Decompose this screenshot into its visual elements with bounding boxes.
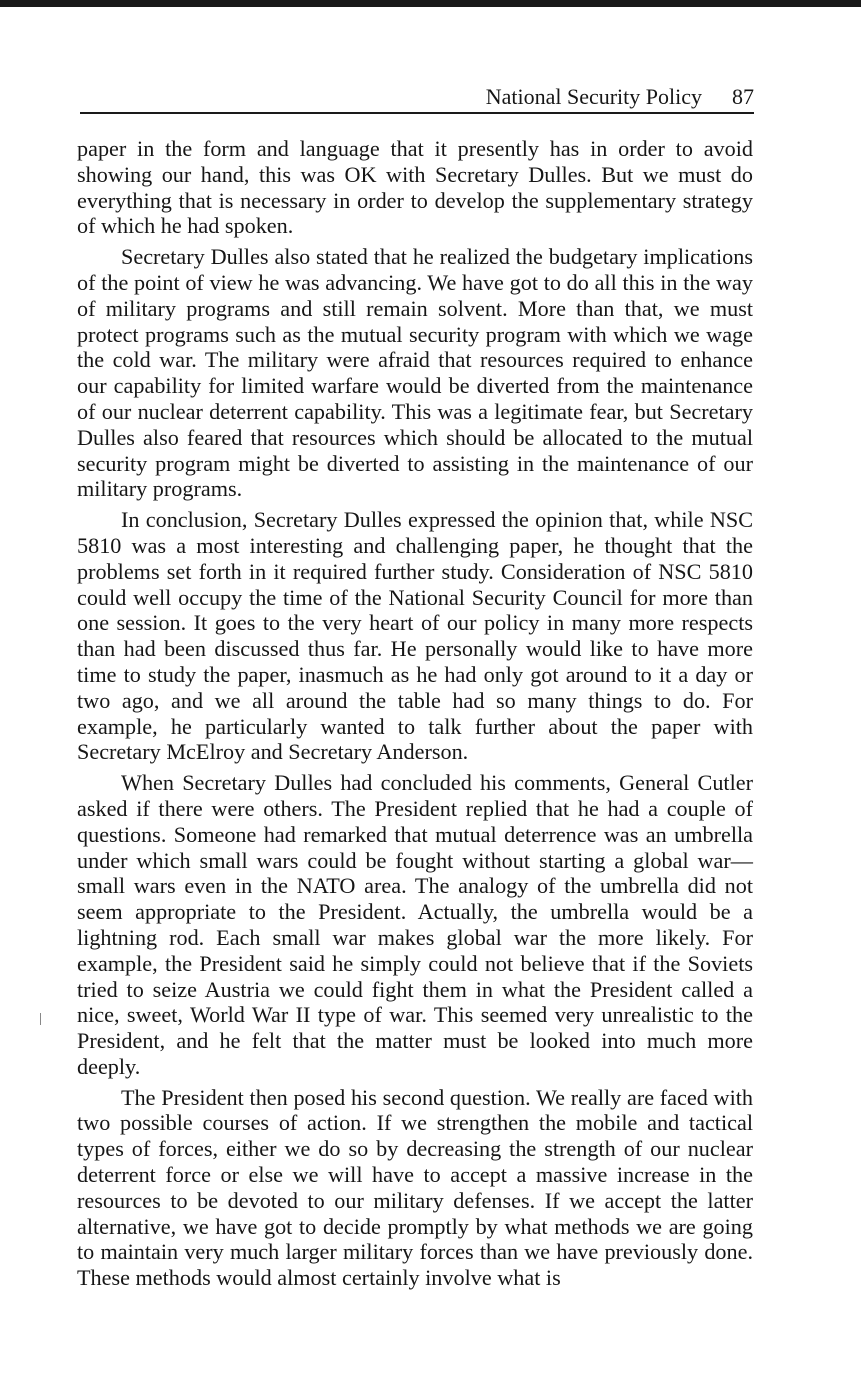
paragraph: The President then posed his second question. We really are faced with two possible courses of action. If we strengthen the mobile and tactical types of forces, either we do so by decreasing the strength of our nuclear deterrent force or else we will have to accept a massive increase in the resources to be devoted to our military defenses. If we accept the latter alternative, we have got to decide promptly by what methods we are going to maintain very much larger military forces than we have previously done. These methods would almost certainly involve what is xyxy=(77,1084,753,1291)
paragraph: When Secretary Dulles had concluded his comments, General Cutler asked if there were others. The President replied that he had a couple of questions. Someone had remarked that mutual deterrence was an umbrella under which small wars could be fought without starting a global war—small wars even in the NATO area. The analogy of the umbrella did not seem appropriate to the President. Actually, the umbrella would be a lightning rod. Each small war makes global war the more likely. For example, the President said he simply could not believe that if the Soviets tried to seize Austria we could fight them in what the President called a nice, sweet, World War II type of war. This seemed very unrealistic to the President, and he felt that the matter must be looked into much more deeply. xyxy=(77,770,753,1079)
body-text xyxy=(77,136,753,1296)
page-top-edge xyxy=(0,0,861,7)
page-number: 87 xyxy=(732,84,754,109)
paragraph: Secretary Dulles also stated that he realized the budgetary implications of the point of view he was advancing. We have got to do all this in the way of military programs and still remain solvent. More than that, we must protect programs such as the mutual security program with which we wage the cold war. The military were afraid that resources required to enhance our capability for limited warfare would be diverted from the maintenance of our nuclear deterrent capability. This was a legitimate fear, but Secretary Dulles also feared that resources which should be allocated to the mutual security program might be diverted to assisting in the maintenance of our military programs. xyxy=(77,244,753,502)
paragraph: In conclusion, Secretary Dulles expressed the opinion that, while NSC 5810 was a most interesting and challenging paper, he thought that the problems set forth in it required further study. Consideration of NSC 5810 could well occupy the time of the National Security Council for more than one session. It goes to the very heart of our policy in many more respects than had been discussed thus far. He personally would like to have more time to study the paper, inasmuch as he had only got around to it a day or two ago, and we all around the table had so many things to do. For example, he particularly wanted to talk further about the paper with Secretary McElroy and Secretary Anderson. xyxy=(77,507,753,765)
running-header xyxy=(80,84,754,114)
paragraph-continued: paper in the form and language that it presently has in order to avoid showing our hand, this was OK with Secretary Dulles. But we must do everything that is necessary in order to develop the supplementary strategy of which he had spoken. xyxy=(77,136,753,239)
margin-mark xyxy=(40,1013,41,1025)
running-title: National Security Policy xyxy=(485,84,702,109)
